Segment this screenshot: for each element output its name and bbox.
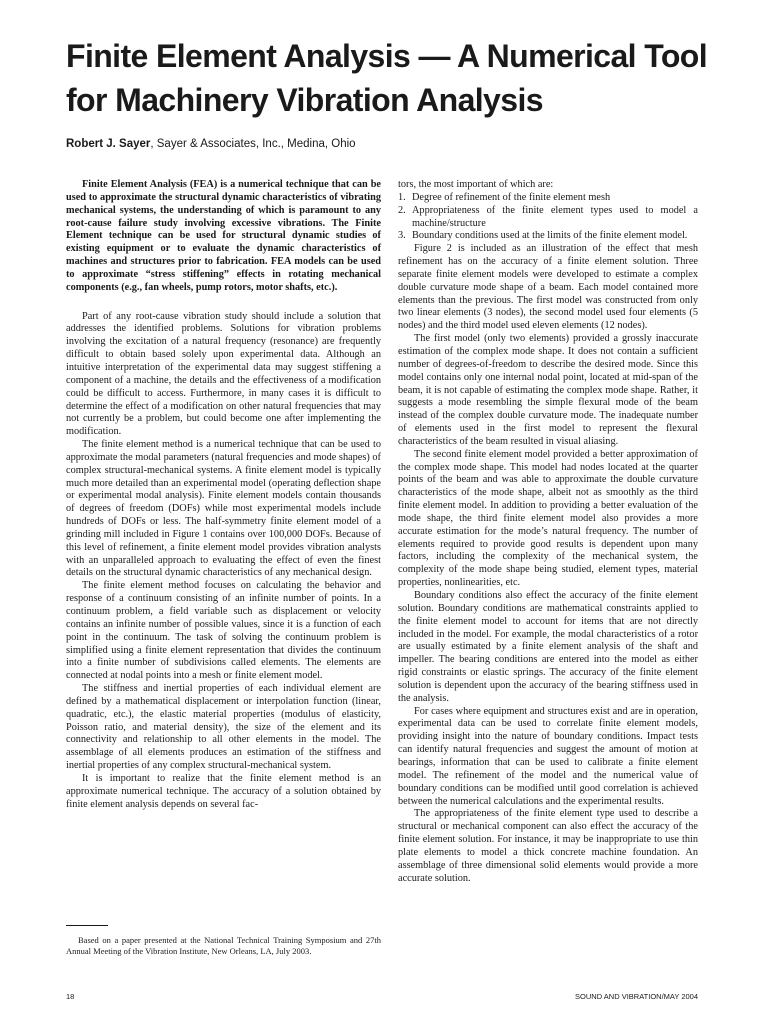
body-paragraph: It is important to realize that the finite element method is an approximate numerical technique. The accuracy of a solution obtained by finite element analysis depends on several fac-: [66, 772, 381, 810]
journal-footer: SOUND AND VIBRATION/MAY 2004: [575, 992, 698, 1001]
list-text: Appropriateness of the finite element types used to model a machine/structure: [412, 204, 698, 229]
byline: [66, 138, 356, 150]
footnote-rule: [66, 925, 108, 926]
list-item: [398, 230, 698, 243]
body-paragraph: tors, the most important of which are:: [398, 179, 554, 190]
list-item: [398, 205, 698, 231]
page-number: 18: [66, 992, 75, 1001]
body-paragraph: Boundary conditions also effect the accuracy of the finite element solution. Boundary conditions are mathematical constraints applied to the finite element model to account for items that are not directly included in the model. For example, the modal characteristics of a rotor are usually estimated by a finite element analysis of the shaft and impeller. The bearing conditions are entered into the model as either rigid constraints or elastic springs. The accuracy of the finite element solution is dependent upon the accuracy of the bearing stiffness used in the analysis.: [398, 590, 698, 704]
list-text: Degree of refinement of the finite element mesh: [412, 191, 611, 203]
article-title: Finite Element Analysis — A Numerical Tool for Machinery Vibration Analysis: [66, 38, 708, 118]
body-paragraph: The first model (only two elements) provided a grossly inaccurate estimation of the complex mode shape. It does not contain a sufficient number of degrees-of-freedom to describe the desired mode. Since this model contains only one internal nodal point, located at mid-span of the beam, it is not capable of estimating the complex mode shape. Rather, it suggests a mode resembling the simple flexural mode of the beam instead of the complex double curvature mode. The inadequate number of elements used in the first model to represent the flexural characteristics of the beam resulted in visual aliasing.: [398, 333, 698, 447]
right-column: [398, 179, 698, 885]
abstract: Finite Element Analysis (FEA) is a numerical technique that can be used to approximate the structural dynamic characteristics of vibrating mechanical systems, the understanding of which is paramount to any root-cause failure study involving excessive vibrations. The Finite Element technique can be used for structural dynamic studies of existing equipment or to evaluate the dynamic characteristics of machines and structures prior to fabrication. FEA models can be used to approximate “stress stiffening” effects in rotating mechanical components (e.g., fan wheels, pump rotors, motor shafts, etc.).: [66, 179, 381, 293]
body-paragraph: The finite element method is a numerical technique that can be used to approximate the modal parameters (natural frequencies and mode shapes) of complex structural-mechanical systems. A finite element model is typically much more detailed than an experimental model (operating deflection shape or experimental modal analysis). Finite element models contain thousands of degrees of freedom (DOFs) while most experimental models include hundreds of DOFs or less. The half-symmetry finite element model of a grinding mill included in Figure 1 contains over 100,000 DOFs. Because of this level of refinement, a finite element model provides vibration analysts with an unparalleled approach to evaluating the effect of even the finest details on the structural dynamic characteristics of any mechanical design.: [66, 439, 381, 579]
left-column: [66, 179, 381, 812]
list-item: [398, 192, 698, 205]
body-paragraph: The second finite element model provided a better approximation of the complex mode shape. This model had nodes located at the quarter points of the beam and was able to approximate the double curvature characteristics of the mode shape, albeit not as smoothly as the third finite element model. In addition to providing a better evaluation of the mode shape, the third finite element model also provides a more accurate estimation for the mode’s natural frequency. The number of elements required to provide good results is dependent upon many factors, including the complexity of the mechanical system, the complexity of the mode shape being studied, element types, material properties, nonlinearities, etc.: [398, 448, 698, 589]
factor-list: [398, 192, 698, 243]
list-text: Boundary conditions used at the limits of the finite element model.: [412, 230, 688, 242]
body-paragraph: Figure 2 is included as an illustration of the effect that mesh refinement has on the accuracy of a finite element solution. Three separate finite element models were developed to estimate a complex double curvature mode shape of a beam. Each model contained more elements than the previous. The first model was constructed from only two linear elements (3 nodes), the second model used four elements (5 nodes) and the third model used eleven elements (12 nodes).: [398, 243, 698, 332]
author-affiliation: , Sayer & Associates, Inc., Medina, Ohio: [150, 138, 356, 150]
list-number: 2.: [398, 204, 406, 216]
author-name: Robert J. Sayer: [66, 138, 151, 150]
body-paragraph: The stiffness and inertial properties of each individual element are defined by a mathematical displacement or interpolation function (linear, quadratic, etc.), the elastic material properties (modulus of elasticity, Poisson ratio, and material density), the size of the element and its connectivity and relationship to all other elements in the model. The assemblage of all elements produces an estimation of the stiffness and inertial properties of any complex structural-mechanical system.: [66, 683, 381, 772]
list-number: 3.: [398, 230, 406, 242]
footnote: Based on a paper presented at the National Technical Training Symposium and 27th Annual Meeting of the Vibration Institute, New Orleans, LA, July 2003.: [66, 935, 381, 956]
body-paragraph: The finite element method focuses on calculating the behavior and response of a continuum consisting of an infinite number of points. In a continuum problem, a field variable such as displacement or velocity contains an infinite number of possible values, since it is a function of each point in the continuum. The task of solving the continuum problem is simplified using a finite element representation that divides the continuum into a finite number of subdivisions called elements. The elements are connected at nodal points into a mesh or finite element model.: [66, 580, 381, 682]
list-number: 1.: [398, 191, 406, 203]
body-paragraph: Part of any root-cause vibration study should include a solution that addresses the identified problems. Solutions for vibration problems involving the excitation of a natural frequency (resonance) are frequently difficult to obtain based solely upon experimental data. Although an intuitive interpretation of the experimental data may suggest stiffening a component of a machine, the details and the effectiveness of a modification could be difficult to access. Furthermore, in many cases it is difficult to determine the effect of a modification on other natural frequencies that may not currently be a problem, but could become one after implementing the modification.: [66, 310, 381, 438]
body-paragraph: For cases where equipment and structures exist and are in operation, experimental data can be used to correlate finite element models, providing insight into the nature of boundary conditions. Impact tests can identify natural frequencies and suggest the amount of motion at bearings, information that can be used to calibrate a finite element model. The refinement of the model and the numerical value of boundary conditions can be modified until good correlation is achieved between the numerical calculations and the experimental results.: [398, 705, 698, 807]
body-paragraph: The appropriateness of the finite element type used to describe a structural or mechanical component can also effect the accuracy of the finite element solution. For instance, it may be inappropriate to use thin plate elements to model a thick concrete machine foundation. An assemblage of three dimensional solid elements would provide a more accurate solution.: [398, 808, 698, 884]
